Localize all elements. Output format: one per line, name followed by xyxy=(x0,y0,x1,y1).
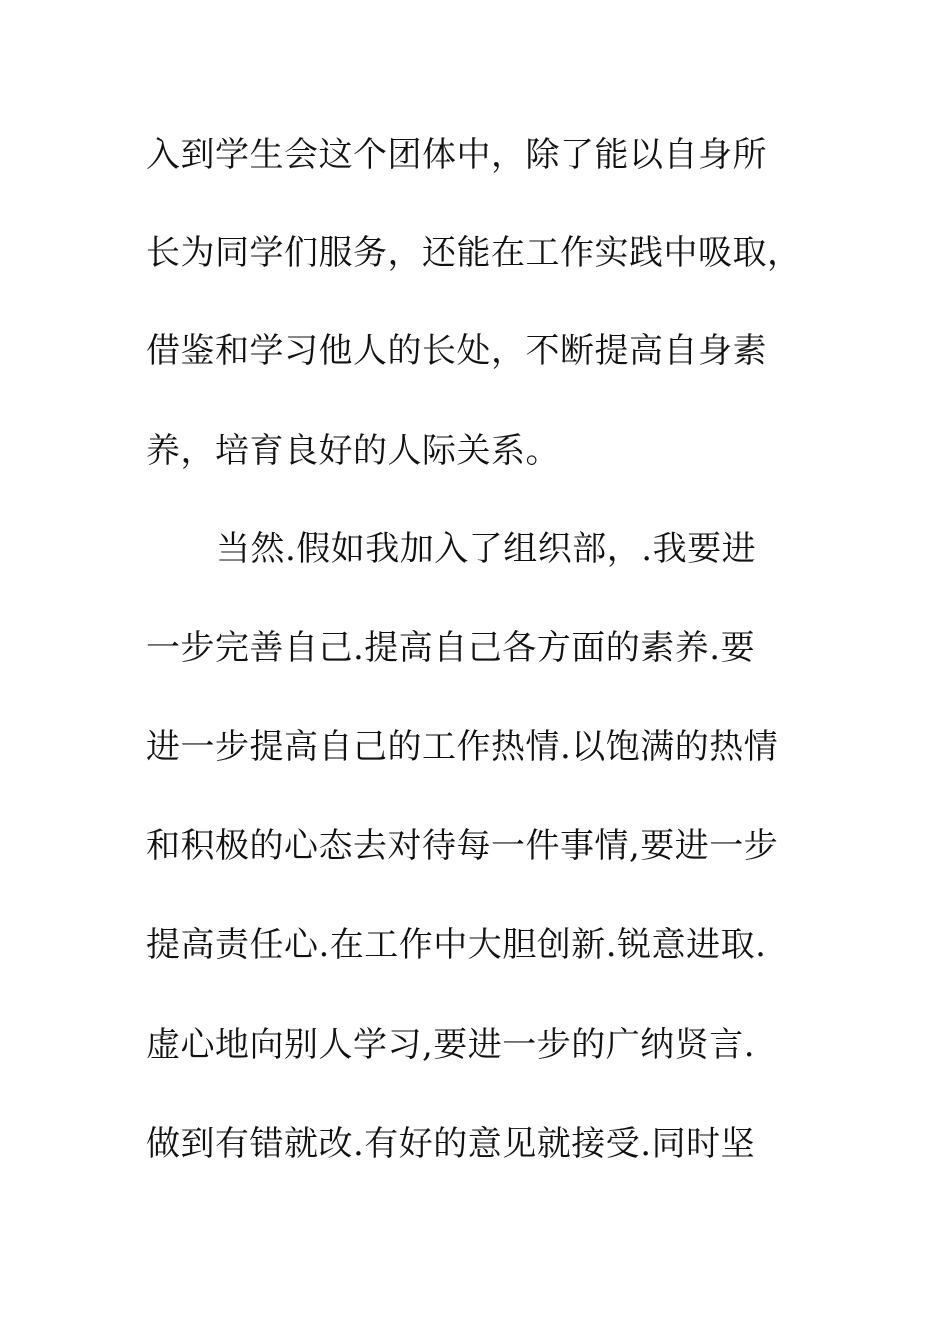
text-line: 一步完善自己.提高自己各方面的素养.要 xyxy=(146,628,756,668)
text-line: 做到有错就改.有好的意见就接受.同时坚 xyxy=(146,1124,756,1164)
text-line: 提高责任心.在工作中大胆创新.锐意进取. xyxy=(146,925,767,965)
text-line: 进一步提高自己的工作热情.以饱满的热情 xyxy=(146,727,779,767)
text-line: 虚心地向别人学习,要进一步的广纳贤言. xyxy=(146,1025,756,1065)
text-line: 借鉴和学习他人的长处，不断提高自身素 xyxy=(146,331,767,371)
text-line: 养，培育良好的人际关系。 xyxy=(146,431,560,471)
paragraph-first-line: 当然.假如我加入了组织部，.我要进 xyxy=(216,529,757,569)
text-line: 和积极的心态去对待每一件事情,要进一步 xyxy=(146,826,779,866)
text-line: 入到学生会这个团体中，除了能以自身所 xyxy=(146,135,767,175)
text-line: 长为同学们服务，还能在工作实践中吸取， xyxy=(146,233,802,273)
